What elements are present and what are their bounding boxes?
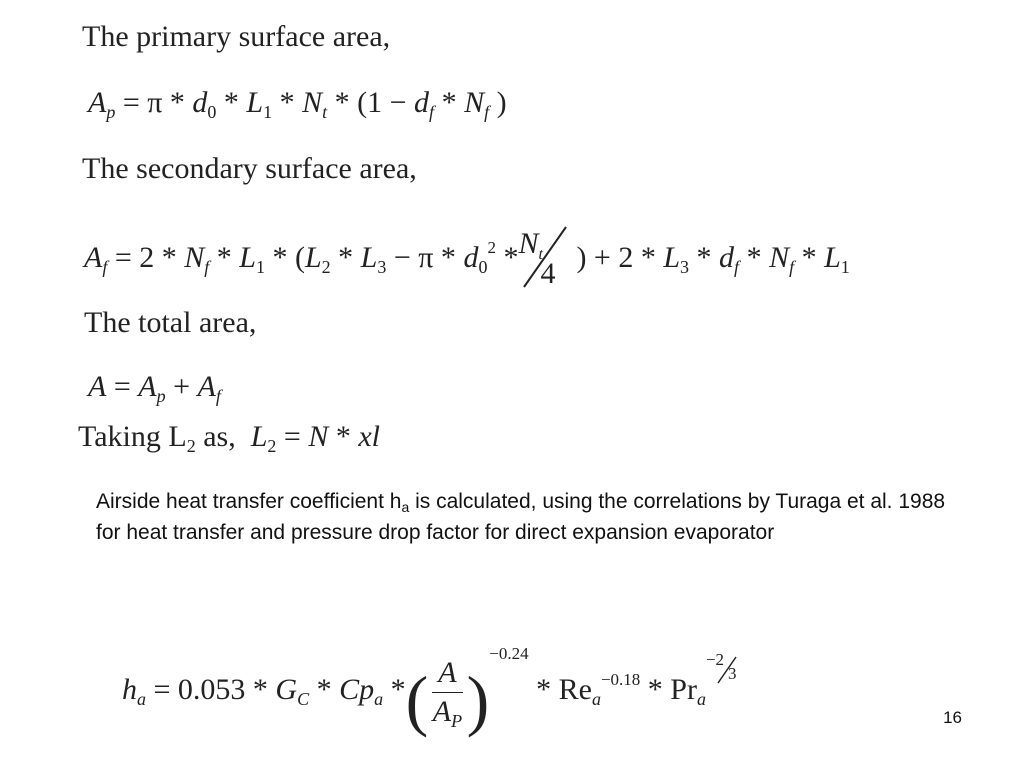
heading-total-area: The total area, <box>84 306 257 339</box>
fraction-a-over-ap: $\frac{A}{A_P}$ <box>432 655 463 731</box>
page-number: 16 <box>943 708 962 727</box>
fraction-nt-over-4: $N_t$ 4 <box>518 237 576 281</box>
airside-coefficient-paragraph: Airside heat transfer coefficient $h_a$ is calculated, using the correlations by Turaga et al. 1988 for heat transfer and pressure drop factor for direct expansion evaporator <box>96 490 946 544</box>
heading-primary-surface-area: The primary surface area, <box>82 20 391 53</box>
equation-total-area: $A = A_p + A_f$ <box>88 370 221 406</box>
exponent-minus-two-thirds: −2 3 <box>705 650 737 683</box>
equation-primary-area: $A_p = \pi * d_0 * L_1 * N_t * (1 - d_f * N_f$ ) <box>88 86 507 122</box>
heading-secondary-surface-area: The secondary surface area, <box>82 152 417 185</box>
equation-secondary-area: $A_f = 2 * N_f * L_1 * (L_2 * L_3 - \pi * d_0^2$ * $N_t$ 4 ) + $2 * L_3 * d_f * N_f * L_1$ <box>84 227 850 290</box>
equation-heat-transfer-coefficient: $h_a = 0.053 * G_C * Cp_a$ *( $\frac{A}{A_P}$ )$^{-0.24} * Re_a^{-0.18} * Pr_a$ −2 3 <box>122 654 740 727</box>
equation-taking-l2: Taking $L_2$ as, $L_2 = N$ * xl <box>78 420 380 456</box>
